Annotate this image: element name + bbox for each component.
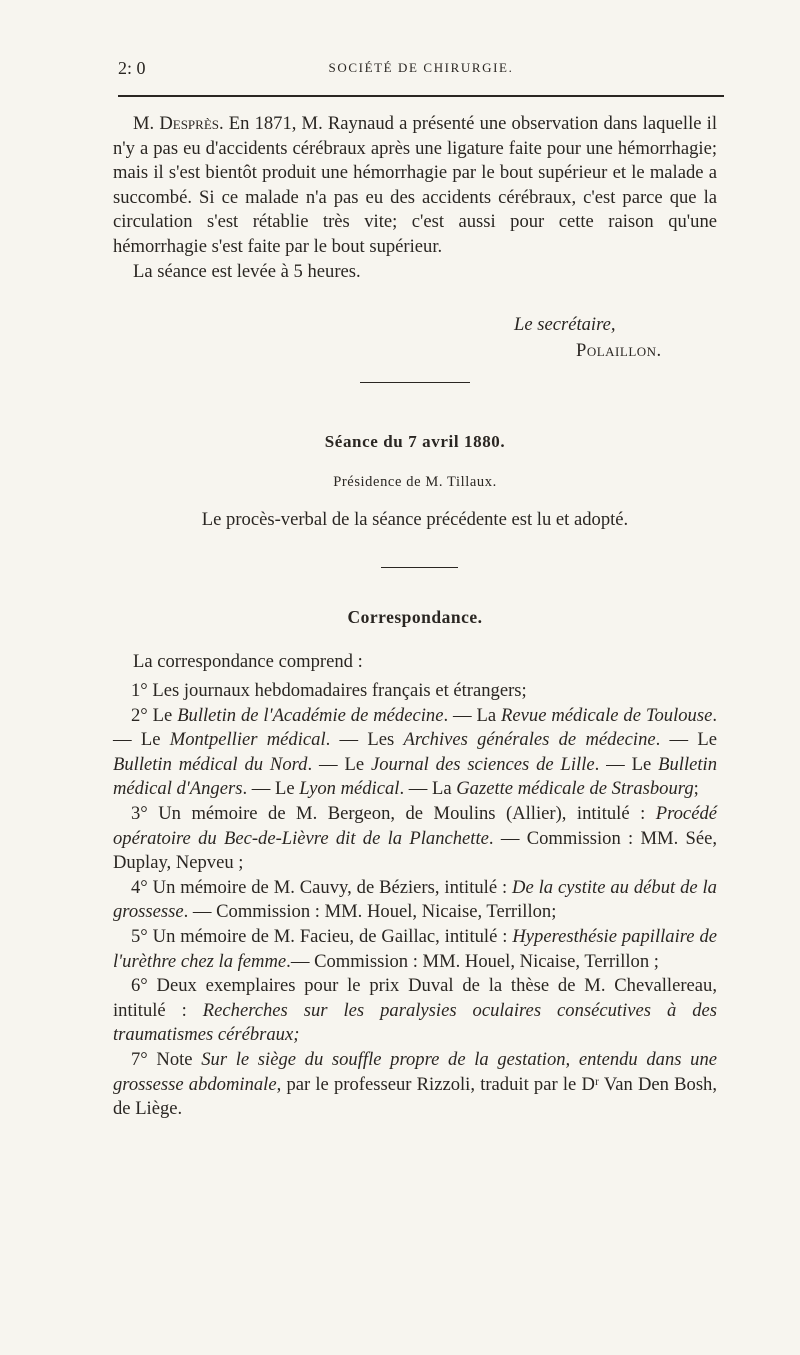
item-text: Les journaux hebdomadaires français et étrangers;	[152, 680, 527, 701]
correspondence-item	[113, 704, 717, 802]
item-text: . — Commission : MM. Sée, Duplay, Nepveu ;	[113, 827, 717, 874]
item-title: Bulletin médical du Nord	[113, 753, 308, 775]
item-title: Sur le siège du souffle propre de la gestation, entendu dans une grossesse abdominale	[113, 1048, 717, 1095]
item-text: . — Commission : MM. Houel, Nicaise, Terrillon;	[183, 901, 557, 923]
item-number: 1°	[131, 680, 153, 701]
discussion-text: En 1871, M. Raynaud a présenté une observation dans laquelle il n'y a pas eu d'accidents cérébraux après une ligature faite pour une hémorrhagie; mais il s'est bientôt produit une hémorrhagie par le bout supérieur et le malade a succombé. Si ce malade n'a pas eu des accidents cérébraux, c'est parce que la circulation s'est rétablie très vite; c'est aussi pour cette raison qu'une hémorrhagie s'est faite par le bout supérieur.	[113, 113, 717, 257]
item-text: Un mémoire de M. Facieu, de Gaillac, intitulé :	[152, 925, 513, 947]
correspondence-intro-block	[113, 650, 717, 675]
item-title: De la cystite au début de la grossesse	[113, 876, 717, 923]
correspondence-item	[113, 679, 717, 704]
item-number: 7°	[131, 1048, 157, 1070]
item-title: Procédé opératoire du Bec-de-Lièvre dit de la Planchette	[113, 802, 717, 849]
item-title: Gazette médicale de Strasbourg	[456, 778, 694, 800]
item-title: Bulletin de l'Académie de médecine	[177, 704, 444, 726]
item-title: Lyon médical	[299, 778, 400, 800]
session-minutes: Le procès-verbal de la séance précédente est lu et adopté.	[201, 509, 629, 530]
correspondence-item	[113, 876, 717, 925]
correspondence-item	[113, 974, 717, 1048]
item-number: 4°	[131, 876, 153, 898]
item-title: Journal des sciences de Lille	[370, 753, 595, 775]
item-text: . — Le	[113, 704, 717, 751]
correspondence-item	[113, 925, 717, 974]
discussion-paragraph	[113, 112, 717, 260]
item-number: 3°	[131, 802, 159, 824]
item-text: . — Le	[307, 753, 371, 775]
correspondence-intro: La correspondance comprend :	[133, 651, 363, 672]
item-text: , par le professeur Rizzoli, traduit par le Dʳ Van Den Bosh, de Liège.	[113, 1073, 718, 1120]
item-text: .— Commission : MM. Houel, Nicaise, Terrillon ;	[286, 950, 659, 972]
header-rule	[118, 95, 724, 97]
item-number: 5°	[131, 925, 153, 947]
correspondence-item	[113, 802, 717, 876]
item-text: . — Les	[325, 729, 404, 751]
item-title: Revue médicale de Toulouse	[501, 704, 713, 726]
item-text: Le	[152, 704, 178, 726]
closing-line: La séance est levée à 5 heures.	[133, 260, 361, 282]
item-title: Bulletin médical d'Angers	[113, 753, 717, 800]
section-divider-2	[381, 567, 458, 568]
item-text: . — Le	[242, 778, 300, 800]
signature-name: Polaillon.	[576, 340, 662, 361]
item-text: . — Le	[594, 753, 659, 775]
session-title: Séance du 7 avril 1880.	[324, 432, 506, 451]
correspondence-item	[113, 1048, 717, 1122]
item-text: . — Le	[655, 729, 717, 751]
running-header	[118, 58, 724, 82]
running-title: SOCIÉTÉ DE CHIRURGIE.	[328, 60, 514, 75]
item-text: ;	[693, 778, 699, 800]
item-title: Hyperesthésie papillaire de l'urèthre chez la femme	[113, 925, 718, 972]
correspondence-heading: Correspondance.	[347, 607, 483, 627]
item-text: . — La	[443, 704, 502, 726]
item-text: Deux exemplaires pour le prix Duval de la thèse de M. Chevallereau, intitulé :	[113, 975, 717, 1021]
page-number: 2: 0	[118, 58, 146, 78]
section-divider	[360, 382, 470, 383]
item-text: Note	[156, 1048, 202, 1070]
discussion-block	[113, 112, 717, 284]
item-number: 2°	[131, 704, 153, 726]
session-presidency: Présidence de M. Tillaux.	[333, 474, 497, 490]
item-text: Un mémoire de M. Cauvy, de Béziers, intitulé :	[152, 876, 513, 898]
item-text: . — La	[399, 778, 457, 800]
item-number: 6°	[131, 975, 157, 997]
speaker-name: M. Desprès.	[133, 113, 224, 134]
correspondence-list	[113, 679, 717, 1122]
item-title: Archives générales de médecine	[403, 729, 656, 751]
item-text: Un mémoire de M. Bergeon, de Moulins (Allier), intitulé :	[158, 802, 656, 824]
item-title: Recherches sur les paralysies oculaires consécutives à des traumatismes cérébraux;	[113, 999, 718, 1046]
signature-role: Le secrétaire,	[514, 314, 616, 335]
item-title: Montpellier médical	[169, 729, 326, 751]
